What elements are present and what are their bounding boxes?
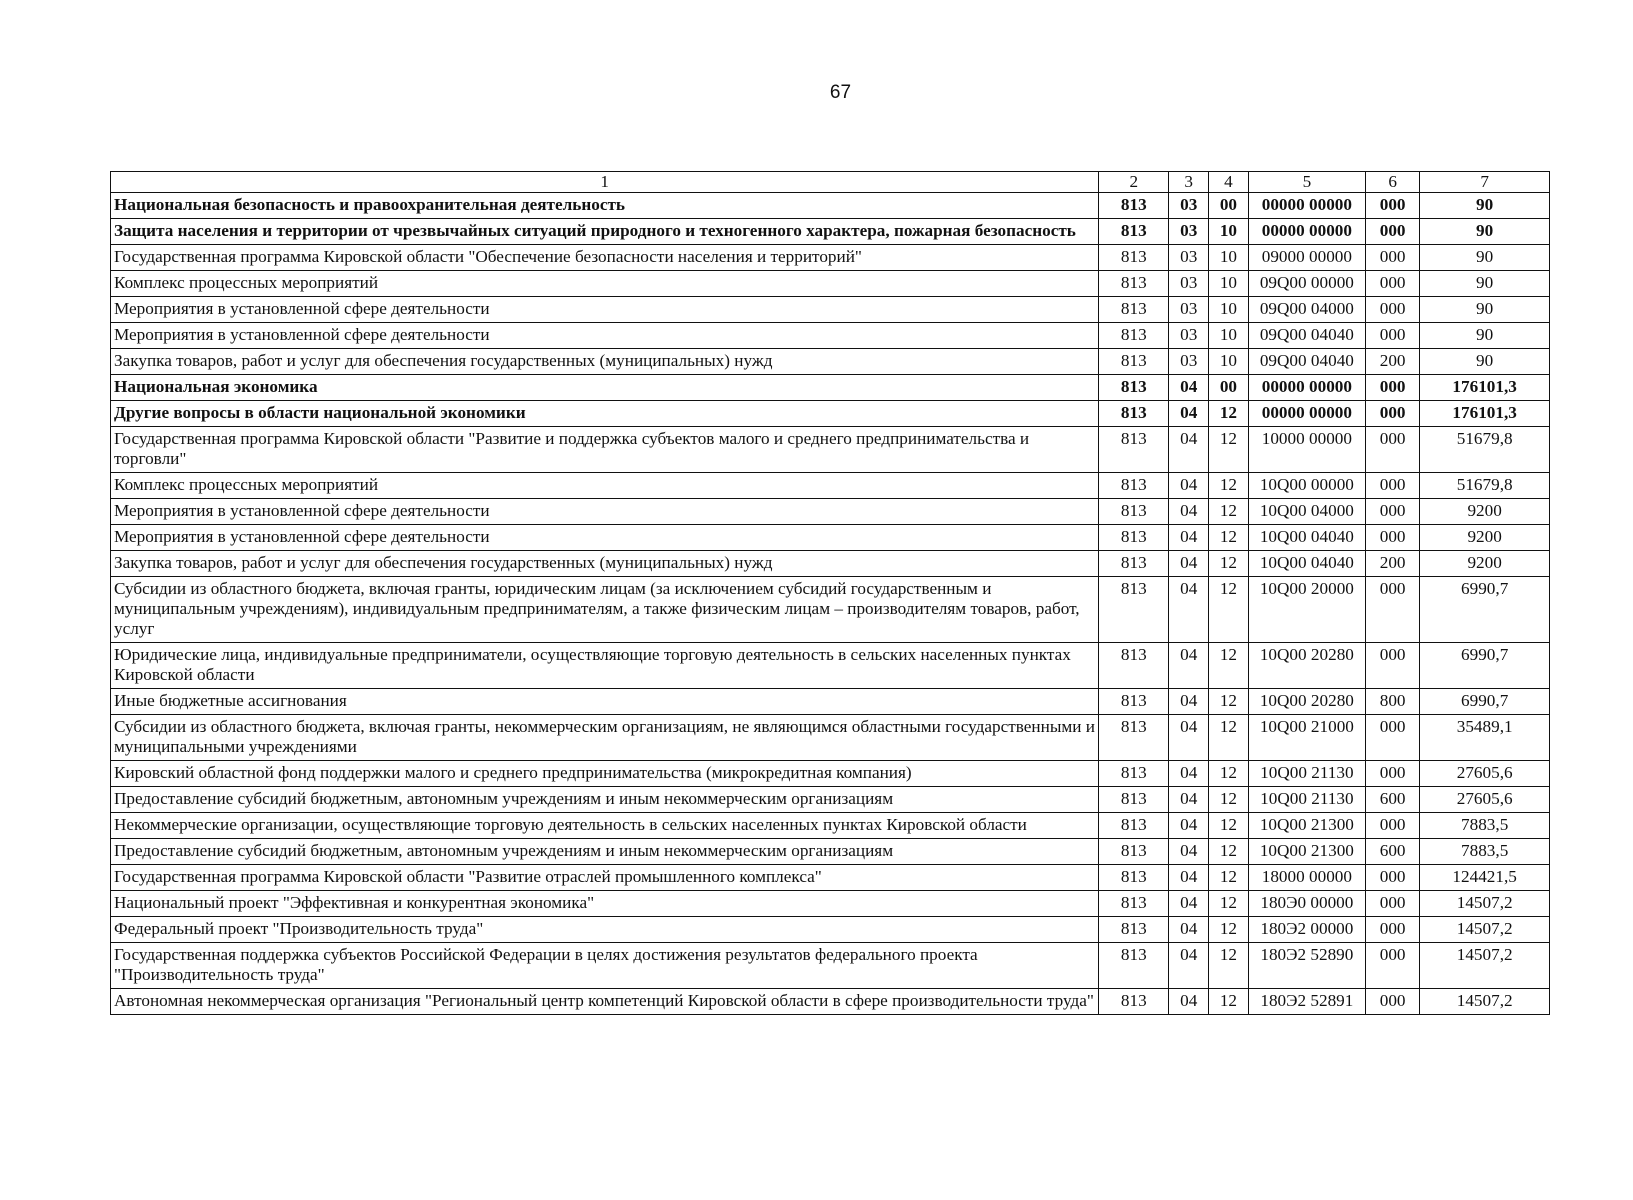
admin-code-cell: 813 <box>1099 499 1169 525</box>
header-cell: 3 <box>1169 172 1209 193</box>
amount-cell: 90 <box>1420 349 1550 375</box>
expense-type-cell: 000 <box>1365 989 1419 1015</box>
target-article-cell: 180Э0 00000 <box>1248 891 1365 917</box>
admin-code-cell: 813 <box>1099 271 1169 297</box>
table-row <box>111 525 1550 551</box>
expense-type-cell: 200 <box>1365 349 1419 375</box>
table-row <box>111 551 1550 577</box>
amount-cell: 14507,2 <box>1420 989 1550 1015</box>
admin-code-cell: 813 <box>1099 761 1169 787</box>
section-cell: 04 <box>1169 401 1209 427</box>
section-cell: 04 <box>1169 473 1209 499</box>
section-cell: 03 <box>1169 245 1209 271</box>
amount-cell: 9200 <box>1420 499 1550 525</box>
expense-type-cell: 000 <box>1365 715 1419 761</box>
subsection-cell: 10 <box>1209 245 1249 271</box>
admin-code-cell: 813 <box>1099 401 1169 427</box>
expense-type-cell: 600 <box>1365 839 1419 865</box>
row-name-cell: Кировский областной фонд поддержки малого и среднего предпринимательства (микрокредитная компания) <box>111 761 1099 787</box>
section-cell: 04 <box>1169 715 1209 761</box>
subsection-cell: 10 <box>1209 297 1249 323</box>
target-article-cell: 10Q00 04040 <box>1248 551 1365 577</box>
target-article-cell: 00000 00000 <box>1248 193 1365 219</box>
admin-code-cell: 813 <box>1099 297 1169 323</box>
section-cell: 04 <box>1169 989 1209 1015</box>
subsection-cell: 10 <box>1209 349 1249 375</box>
section-cell: 03 <box>1169 271 1209 297</box>
target-article-cell: 10Q00 00000 <box>1248 473 1365 499</box>
row-name-cell: Национальная безопасность и правоохранительная деятельность <box>111 193 1099 219</box>
subsection-cell: 12 <box>1209 689 1249 715</box>
budget-table <box>110 171 1550 1015</box>
row-name-cell: Мероприятия в установленной сфере деятельности <box>111 297 1099 323</box>
amount-cell: 90 <box>1420 297 1550 323</box>
admin-code-cell: 813 <box>1099 219 1169 245</box>
target-article-cell: 18000 00000 <box>1248 865 1365 891</box>
expense-type-cell: 000 <box>1365 427 1419 473</box>
admin-code-cell: 813 <box>1099 715 1169 761</box>
table-row <box>111 375 1550 401</box>
amount-cell: 14507,2 <box>1420 917 1550 943</box>
row-name-cell: Защита населения и территории от чрезвычайных ситуаций природного и техногенного характера, пожарная безопасность <box>111 219 1099 245</box>
subsection-cell: 00 <box>1209 193 1249 219</box>
subsection-cell: 12 <box>1209 761 1249 787</box>
target-article-cell: 09Q00 00000 <box>1248 271 1365 297</box>
target-article-cell: 10Q00 04040 <box>1248 525 1365 551</box>
target-article-cell: 10Q00 20280 <box>1248 643 1365 689</box>
section-cell: 04 <box>1169 375 1209 401</box>
subsection-cell: 12 <box>1209 473 1249 499</box>
table-row <box>111 297 1550 323</box>
table-row <box>111 943 1550 989</box>
amount-cell: 6990,7 <box>1420 577 1550 643</box>
amount-cell: 90 <box>1420 323 1550 349</box>
admin-code-cell: 813 <box>1099 689 1169 715</box>
target-article-cell: 10Q00 21300 <box>1248 839 1365 865</box>
expense-type-cell: 000 <box>1365 323 1419 349</box>
expense-type-cell: 000 <box>1365 401 1419 427</box>
row-name-cell: Государственная программа Кировской области "Развитие отраслей промышленного комплекса" <box>111 865 1099 891</box>
target-article-cell: 10Q00 21130 <box>1248 761 1365 787</box>
subsection-cell: 12 <box>1209 551 1249 577</box>
table-row <box>111 577 1550 643</box>
subsection-cell: 12 <box>1209 643 1249 689</box>
table-row <box>111 427 1550 473</box>
expense-type-cell: 000 <box>1365 577 1419 643</box>
target-article-cell: 10Q00 20280 <box>1248 689 1365 715</box>
table-row <box>111 349 1550 375</box>
section-cell: 03 <box>1169 323 1209 349</box>
subsection-cell: 12 <box>1209 499 1249 525</box>
target-article-cell: 180Э2 52891 <box>1248 989 1365 1015</box>
admin-code-cell: 813 <box>1099 643 1169 689</box>
admin-code-cell: 813 <box>1099 245 1169 271</box>
target-article-cell: 00000 00000 <box>1248 401 1365 427</box>
section-cell: 04 <box>1169 943 1209 989</box>
table-row <box>111 323 1550 349</box>
expense-type-cell: 000 <box>1365 245 1419 271</box>
amount-cell: 90 <box>1420 219 1550 245</box>
expense-type-cell: 000 <box>1365 813 1419 839</box>
row-name-cell: Некоммерческие организации, осуществляющие торговую деятельность в сельских населенных пунктах Кировской области <box>111 813 1099 839</box>
admin-code-cell: 813 <box>1099 551 1169 577</box>
section-cell: 04 <box>1169 689 1209 715</box>
subsection-cell: 12 <box>1209 891 1249 917</box>
row-name-cell: Закупка товаров, работ и услуг для обеспечения государственных (муниципальных) нужд <box>111 551 1099 577</box>
expense-type-cell: 000 <box>1365 761 1419 787</box>
section-cell: 03 <box>1169 193 1209 219</box>
row-name-cell: Федеральный проект "Производительность труда" <box>111 917 1099 943</box>
row-name-cell: Закупка товаров, работ и услуг для обеспечения государственных (муниципальных) нужд <box>111 349 1099 375</box>
target-article-cell: 00000 00000 <box>1248 375 1365 401</box>
subsection-cell: 10 <box>1209 323 1249 349</box>
amount-cell: 51679,8 <box>1420 473 1550 499</box>
expense-type-cell: 000 <box>1365 643 1419 689</box>
table-row <box>111 787 1550 813</box>
row-name-cell: Государственная поддержка субъектов Российской Федерации в целях достижения результатов федерального проекта "Производительность труда" <box>111 943 1099 989</box>
admin-code-cell: 813 <box>1099 375 1169 401</box>
target-article-cell: 00000 00000 <box>1248 219 1365 245</box>
section-cell: 04 <box>1169 813 1209 839</box>
table-row <box>111 193 1550 219</box>
subsection-cell: 12 <box>1209 989 1249 1015</box>
expense-type-cell: 000 <box>1365 219 1419 245</box>
row-name-cell: Мероприятия в установленной сфере деятельности <box>111 323 1099 349</box>
subsection-cell: 12 <box>1209 787 1249 813</box>
amount-cell: 90 <box>1420 245 1550 271</box>
admin-code-cell: 813 <box>1099 787 1169 813</box>
row-name-cell: Государственная программа Кировской области "Развитие и поддержка субъектов малого и среднего предпринимательства и торговли" <box>111 427 1099 473</box>
table-row <box>111 245 1550 271</box>
row-name-cell: Иные бюджетные ассигнования <box>111 689 1099 715</box>
admin-code-cell: 813 <box>1099 193 1169 219</box>
subsection-cell: 12 <box>1209 917 1249 943</box>
amount-cell: 90 <box>1420 271 1550 297</box>
target-article-cell: 09000 00000 <box>1248 245 1365 271</box>
expense-type-cell: 600 <box>1365 787 1419 813</box>
expense-type-cell: 000 <box>1365 375 1419 401</box>
subsection-cell: 12 <box>1209 839 1249 865</box>
target-article-cell: 10Q00 04000 <box>1248 499 1365 525</box>
row-name-cell: Другие вопросы в области национальной экономики <box>111 401 1099 427</box>
row-name-cell: Мероприятия в установленной сфере деятельности <box>111 525 1099 551</box>
header-cell: 5 <box>1248 172 1365 193</box>
section-cell: 04 <box>1169 761 1209 787</box>
amount-cell: 176101,3 <box>1420 375 1550 401</box>
table-row <box>111 891 1550 917</box>
subsection-cell: 12 <box>1209 943 1249 989</box>
row-name-cell: Национальная экономика <box>111 375 1099 401</box>
target-article-cell: 09Q00 04040 <box>1248 323 1365 349</box>
row-name-cell: Автономная некоммерческая организация "Региональный центр компетенций Кировской области в сфере производительности труда" <box>111 989 1099 1015</box>
amount-cell: 7883,5 <box>1420 839 1550 865</box>
target-article-cell: 10000 00000 <box>1248 427 1365 473</box>
amount-cell: 35489,1 <box>1420 715 1550 761</box>
expense-type-cell: 200 <box>1365 551 1419 577</box>
subsection-cell: 10 <box>1209 219 1249 245</box>
header-cell: 1 <box>111 172 1099 193</box>
admin-code-cell: 813 <box>1099 577 1169 643</box>
amount-cell: 14507,2 <box>1420 891 1550 917</box>
row-name-cell: Комплекс процессных мероприятий <box>111 271 1099 297</box>
header-cell: 2 <box>1099 172 1169 193</box>
expense-type-cell: 000 <box>1365 499 1419 525</box>
table-row <box>111 989 1550 1015</box>
section-cell: 04 <box>1169 865 1209 891</box>
subsection-cell: 10 <box>1209 271 1249 297</box>
amount-cell: 9200 <box>1420 551 1550 577</box>
target-article-cell: 10Q00 21130 <box>1248 787 1365 813</box>
table-row <box>111 499 1550 525</box>
section-cell: 04 <box>1169 787 1209 813</box>
target-article-cell: 10Q00 21000 <box>1248 715 1365 761</box>
expense-type-cell: 000 <box>1365 193 1419 219</box>
subsection-cell: 12 <box>1209 865 1249 891</box>
expense-type-cell: 000 <box>1365 271 1419 297</box>
admin-code-cell: 813 <box>1099 427 1169 473</box>
section-cell: 04 <box>1169 525 1209 551</box>
header-row <box>111 172 1550 193</box>
expense-type-cell: 000 <box>1365 943 1419 989</box>
target-article-cell: 09Q00 04000 <box>1248 297 1365 323</box>
admin-code-cell: 813 <box>1099 473 1169 499</box>
subsection-cell: 12 <box>1209 401 1249 427</box>
admin-code-cell: 813 <box>1099 839 1169 865</box>
table-row <box>111 761 1550 787</box>
table-row <box>111 917 1550 943</box>
table-row <box>111 865 1550 891</box>
admin-code-cell: 813 <box>1099 989 1169 1015</box>
header-cell: 7 <box>1420 172 1550 193</box>
admin-code-cell: 813 <box>1099 917 1169 943</box>
expense-type-cell: 000 <box>1365 917 1419 943</box>
subsection-cell: 12 <box>1209 525 1249 551</box>
amount-cell: 176101,3 <box>1420 401 1550 427</box>
target-article-cell: 10Q00 20000 <box>1248 577 1365 643</box>
target-article-cell: 180Э2 52890 <box>1248 943 1365 989</box>
amount-cell: 14507,2 <box>1420 943 1550 989</box>
row-name-cell: Национальный проект "Эффективная и конкурентная экономика" <box>111 891 1099 917</box>
section-cell: 03 <box>1169 297 1209 323</box>
admin-code-cell: 813 <box>1099 943 1169 989</box>
amount-cell: 9200 <box>1420 525 1550 551</box>
section-cell: 04 <box>1169 839 1209 865</box>
row-name-cell: Предоставление субсидий бюджетным, автономным учреждениям и иным некоммерческим организациям <box>111 787 1099 813</box>
expense-type-cell: 000 <box>1365 473 1419 499</box>
expense-type-cell: 800 <box>1365 689 1419 715</box>
subsection-cell: 12 <box>1209 577 1249 643</box>
header-cell: 6 <box>1365 172 1419 193</box>
admin-code-cell: 813 <box>1099 891 1169 917</box>
section-cell: 04 <box>1169 577 1209 643</box>
admin-code-cell: 813 <box>1099 349 1169 375</box>
row-name-cell: Государственная программа Кировской области "Обеспечение безопасности населения и территорий" <box>111 245 1099 271</box>
amount-cell: 51679,8 <box>1420 427 1550 473</box>
row-name-cell: Предоставление субсидий бюджетным, автономным учреждениям и иным некоммерческим организациям <box>111 839 1099 865</box>
admin-code-cell: 813 <box>1099 525 1169 551</box>
table-row <box>111 715 1550 761</box>
amount-cell: 27605,6 <box>1420 787 1550 813</box>
amount-cell: 7883,5 <box>1420 813 1550 839</box>
subsection-cell: 12 <box>1209 427 1249 473</box>
table-row <box>111 219 1550 245</box>
row-name-cell: Субсидии из областного бюджета, включая гранты, некоммерческим организациям, не являющимся областными государственными и муниципальными учреждениями <box>111 715 1099 761</box>
expense-type-cell: 000 <box>1365 297 1419 323</box>
row-name-cell: Субсидии из областного бюджета, включая гранты, юридическим лицам (за исключением субсидий государственным и муниципальным учреждениям), индивидуальным предпринимателям, а также физическим лицам – производителям товаров, работ, услуг <box>111 577 1099 643</box>
table-row <box>111 813 1550 839</box>
amount-cell: 6990,7 <box>1420 643 1550 689</box>
admin-code-cell: 813 <box>1099 323 1169 349</box>
expense-type-cell: 000 <box>1365 865 1419 891</box>
section-cell: 04 <box>1169 891 1209 917</box>
target-article-cell: 09Q00 04040 <box>1248 349 1365 375</box>
expense-type-cell: 000 <box>1365 891 1419 917</box>
table-row <box>111 689 1550 715</box>
section-cell: 04 <box>1169 551 1209 577</box>
row-name-cell: Мероприятия в установленной сфере деятельности <box>111 499 1099 525</box>
page-number: 67 <box>829 82 852 103</box>
subsection-cell: 12 <box>1209 813 1249 839</box>
row-name-cell: Юридические лица, индивидуальные предприниматели, осуществляющие торговую деятельность в сельских населенных пунктах Кировской области <box>111 643 1099 689</box>
section-cell: 03 <box>1169 219 1209 245</box>
target-article-cell: 10Q00 21300 <box>1248 813 1365 839</box>
admin-code-cell: 813 <box>1099 813 1169 839</box>
header-cell: 4 <box>1209 172 1249 193</box>
expense-type-cell: 000 <box>1365 525 1419 551</box>
section-cell: 03 <box>1169 349 1209 375</box>
table-row <box>111 839 1550 865</box>
target-article-cell: 180Э2 00000 <box>1248 917 1365 943</box>
amount-cell: 27605,6 <box>1420 761 1550 787</box>
amount-cell: 90 <box>1420 193 1550 219</box>
subsection-cell: 12 <box>1209 715 1249 761</box>
section-cell: 04 <box>1169 917 1209 943</box>
table-row <box>111 401 1550 427</box>
admin-code-cell: 813 <box>1099 865 1169 891</box>
section-cell: 04 <box>1169 427 1209 473</box>
table-row <box>111 473 1550 499</box>
subsection-cell: 00 <box>1209 375 1249 401</box>
row-name-cell: Комплекс процессных мероприятий <box>111 473 1099 499</box>
amount-cell: 6990,7 <box>1420 689 1550 715</box>
table-row <box>111 271 1550 297</box>
section-cell: 04 <box>1169 643 1209 689</box>
section-cell: 04 <box>1169 499 1209 525</box>
amount-cell: 124421,5 <box>1420 865 1550 891</box>
table-row <box>111 643 1550 689</box>
